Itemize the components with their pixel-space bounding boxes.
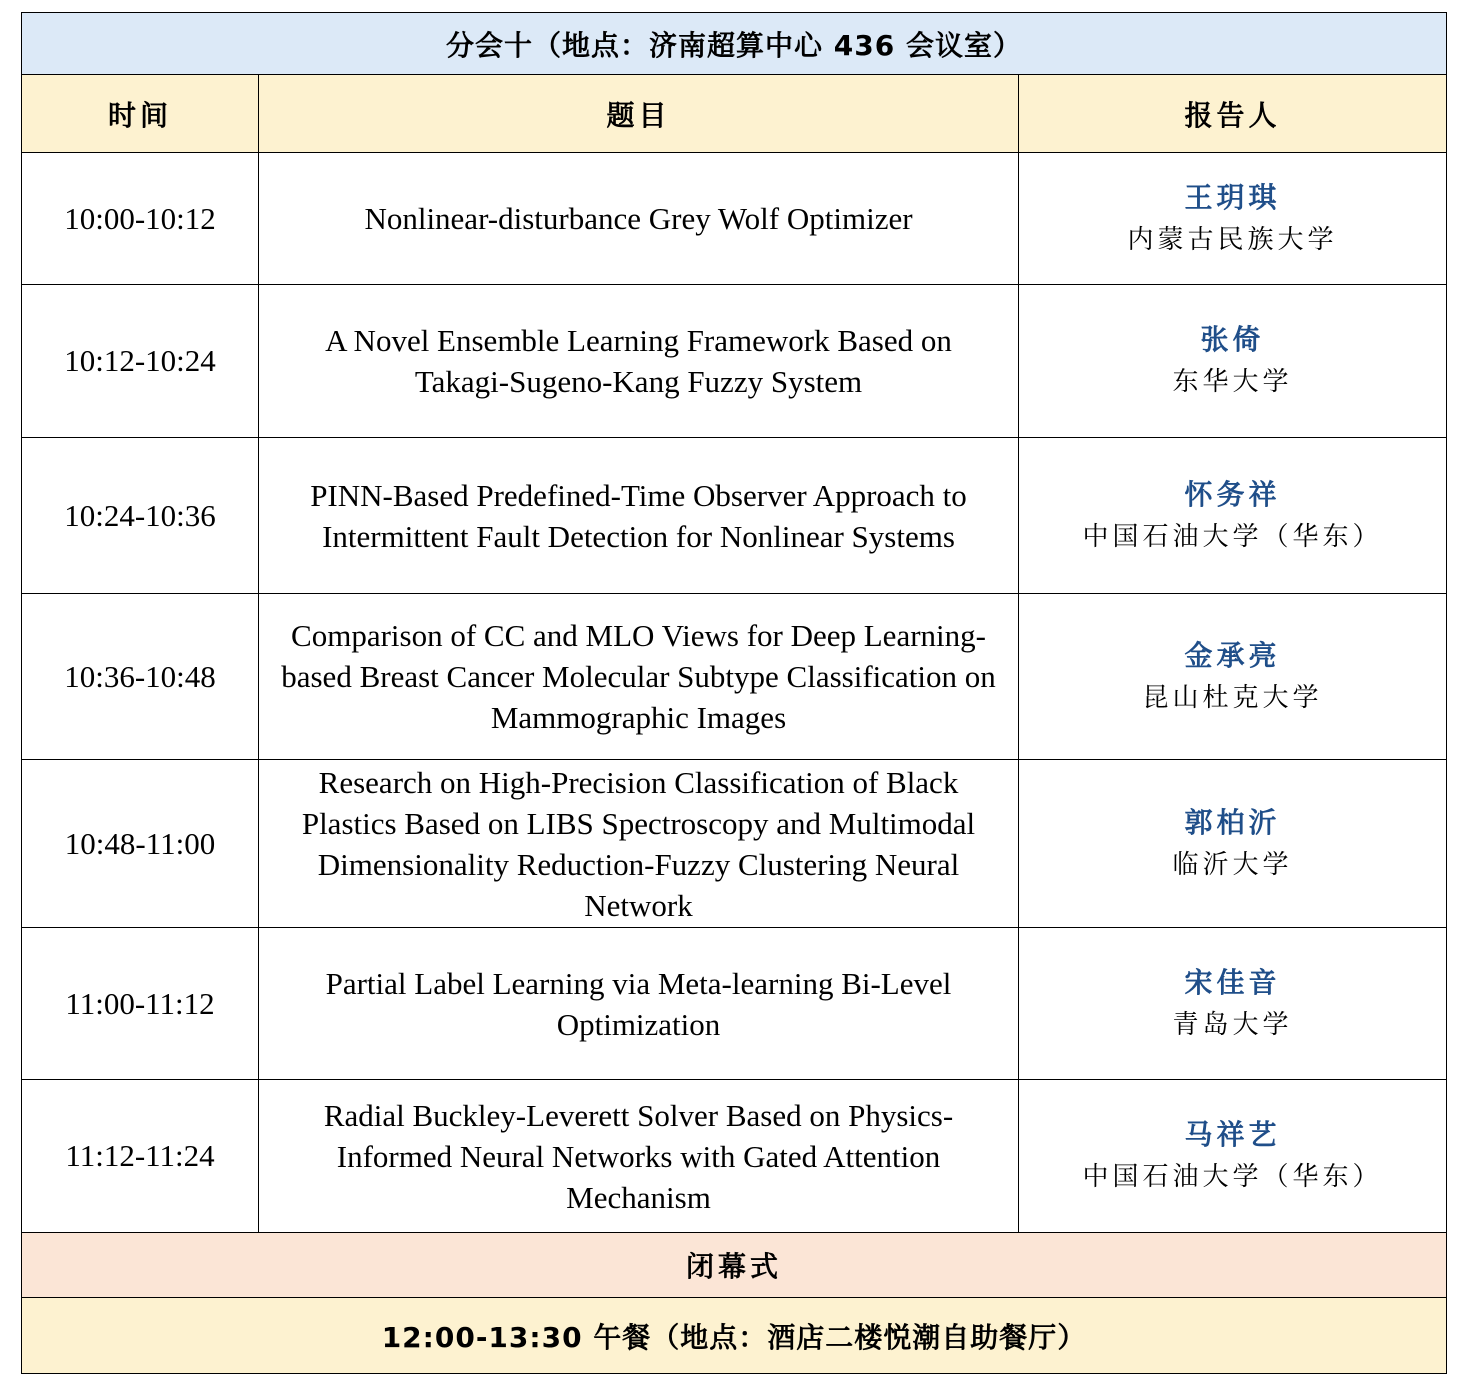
row-speaker-cell bbox=[1019, 285, 1447, 438]
speaker-affiliation: 内蒙古民族大学 bbox=[1127, 224, 1338, 255]
table-row bbox=[22, 928, 1447, 1080]
row-speaker-cell bbox=[1019, 760, 1447, 928]
row-speaker-cell bbox=[1019, 928, 1447, 1080]
speaker-name: 张倚 bbox=[1200, 323, 1265, 356]
row-speaker-cell bbox=[1019, 1080, 1447, 1233]
header-row bbox=[22, 75, 1447, 153]
schedule-table bbox=[21, 12, 1447, 1374]
speaker-affiliation: 昆山杜克大学 bbox=[1142, 682, 1323, 713]
table-row bbox=[22, 594, 1447, 760]
header-time: 时间 bbox=[22, 75, 259, 153]
row-title: Nonlinear-disturbance Grey Wolf Optimizer bbox=[259, 153, 1019, 285]
row-time: 11:00-11:12 bbox=[22, 928, 259, 1080]
row-speaker-cell bbox=[1019, 153, 1447, 285]
speaker-name: 马祥艺 bbox=[1184, 1118, 1281, 1151]
table-row bbox=[22, 438, 1447, 594]
speaker-name: 宋佳音 bbox=[1184, 965, 1281, 999]
lunch-row bbox=[22, 1298, 1447, 1374]
row-time: 10:36-10:48 bbox=[22, 594, 259, 760]
row-title: Partial Label Learning via Meta-learning Bi-Level Optimization bbox=[259, 928, 1019, 1080]
table-row bbox=[22, 1080, 1447, 1233]
speaker-name: 怀务祥 bbox=[1184, 477, 1281, 511]
lunch-info: 12:00-13:30 午餐（地点：酒店二楼悦潮自助餐厅） bbox=[22, 1298, 1447, 1374]
table-row bbox=[22, 153, 1447, 285]
speaker-affiliation: 中国石油大学（华东） bbox=[1082, 1162, 1383, 1192]
table-row bbox=[22, 285, 1447, 438]
session-title-row bbox=[22, 13, 1447, 75]
speaker-affiliation: 临沂大学 bbox=[1172, 849, 1293, 880]
row-title: Radial Buckley-Leverett Solver Based on Physics-Informed Neural Networks with Gated Attention Mechanism bbox=[259, 1080, 1019, 1233]
speaker-affiliation: 青岛大学 bbox=[1172, 1009, 1293, 1040]
speaker-name: 金承亮 bbox=[1184, 638, 1281, 672]
speaker-affiliation: 东华大学 bbox=[1172, 367, 1293, 397]
row-title: A Novel Ensemble Learning Framework Based on Takagi-Sugeno-Kang Fuzzy System bbox=[259, 285, 1019, 438]
row-time: 10:00-10:12 bbox=[22, 153, 259, 285]
closing-ceremony: 闭幕式 bbox=[22, 1233, 1447, 1298]
row-time: 10:12-10:24 bbox=[22, 285, 259, 438]
row-title: Research on High-Precision Classification of Black Plastics Based on LIBS Spectroscopy and Multimodal Dimensionality Reduction-Fuzzy Clustering Neural Network bbox=[259, 760, 1019, 928]
speaker-name: 王玥琪 bbox=[1184, 180, 1281, 214]
row-title: Comparison of CC and MLO Views for Deep Learning-based Breast Cancer Molecular Subtype Classification on Mammographic Images bbox=[259, 594, 1019, 760]
closing-row bbox=[22, 1233, 1447, 1298]
header-speaker: 报告人 bbox=[1019, 75, 1447, 153]
session-title: 分会十（地点：济南超算中心 436 会议室） bbox=[22, 13, 1447, 75]
row-time: 10:48-11:00 bbox=[22, 760, 259, 928]
table-row bbox=[22, 760, 1447, 928]
speaker-name: 郭柏沂 bbox=[1184, 805, 1281, 839]
speaker-affiliation: 中国石油大学（华东） bbox=[1082, 521, 1383, 552]
row-time: 10:24-10:36 bbox=[22, 438, 259, 594]
row-time: 11:12-11:24 bbox=[22, 1080, 259, 1233]
row-speaker-cell bbox=[1019, 438, 1447, 594]
header-title: 题目 bbox=[259, 75, 1019, 153]
row-title: PINN-Based Predefined-Time Observer Approach to Intermittent Fault Detection for Nonlinear Systems bbox=[259, 438, 1019, 594]
row-speaker-cell bbox=[1019, 594, 1447, 760]
